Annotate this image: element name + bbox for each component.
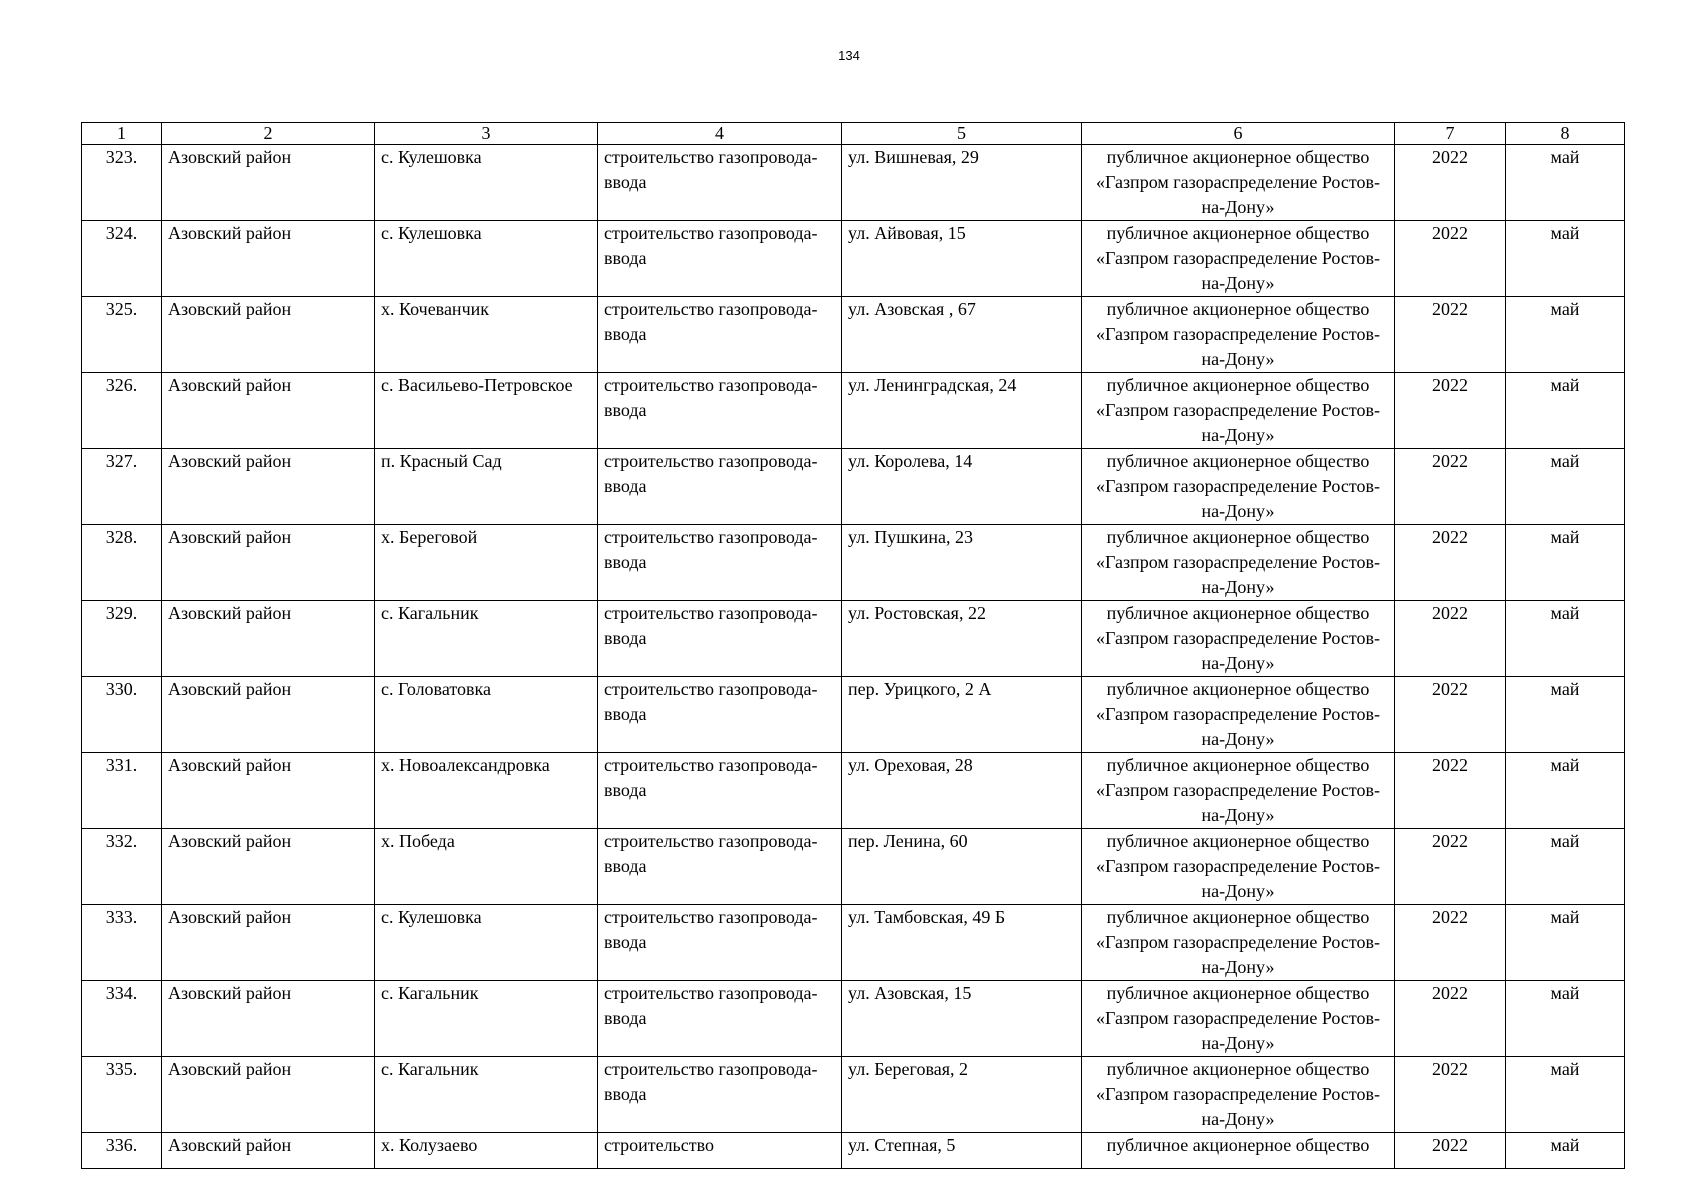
address-cell: ул. Ленинградская, 24	[842, 373, 1082, 449]
district-cell: Азовский район	[162, 221, 375, 297]
locality-cell: х. Береговой	[375, 525, 598, 601]
work-type-cell: строительство газопровода-ввода	[598, 601, 842, 677]
district-cell: Азовский район	[162, 981, 375, 1057]
row-number-cell: 323.	[82, 145, 162, 221]
year-cell: 2022	[1395, 1057, 1506, 1133]
month-cell: май	[1506, 373, 1625, 449]
year-cell: 2022	[1395, 525, 1506, 601]
district-cell: Азовский район	[162, 601, 375, 677]
work-type-cell: строительство газопровода-ввода	[598, 373, 842, 449]
header-cell: 5	[842, 123, 1082, 145]
organization-cell: публичное акционерное общество «Газпром газораспределение Ростов-на-Дону»	[1082, 829, 1395, 905]
table-row	[82, 601, 1625, 677]
district-cell: Азовский район	[162, 297, 375, 373]
header-cell: 7	[1395, 123, 1506, 145]
address-cell: ул. Пушкина, 23	[842, 525, 1082, 601]
month-cell: май	[1506, 753, 1625, 829]
organization-cell: публичное акционерное общество	[1082, 1133, 1395, 1169]
work-type-cell: строительство газопровода-ввода	[598, 221, 842, 297]
year-cell: 2022	[1395, 145, 1506, 221]
month-cell: май	[1506, 677, 1625, 753]
table-row	[82, 373, 1625, 449]
district-cell: Азовский район	[162, 1133, 375, 1169]
district-cell: Азовский район	[162, 449, 375, 525]
district-cell: Азовский район	[162, 905, 375, 981]
table-row	[82, 829, 1625, 905]
district-cell: Азовский район	[162, 1057, 375, 1133]
month-cell: май	[1506, 525, 1625, 601]
work-type-cell: строительство газопровода-ввода	[598, 449, 842, 525]
locality-cell: х. Победа	[375, 829, 598, 905]
table-row	[82, 677, 1625, 753]
locality-cell: с. Кагальник	[375, 1057, 598, 1133]
row-number-cell: 327.	[82, 449, 162, 525]
row-number-cell: 330.	[82, 677, 162, 753]
locality-cell: с. Кагальник	[375, 981, 598, 1057]
address-cell: пер. Урицкого, 2 А	[842, 677, 1082, 753]
organization-cell: публичное акционерное общество «Газпром газораспределение Ростов-на-Дону»	[1082, 677, 1395, 753]
work-type-cell: строительство газопровода-ввода	[598, 677, 842, 753]
address-cell: пер. Ленина, 60	[842, 829, 1082, 905]
header-cell: 8	[1506, 123, 1625, 145]
address-cell: ул. Айвовая, 15	[842, 221, 1082, 297]
row-number-cell: 332.	[82, 829, 162, 905]
district-cell: Азовский район	[162, 677, 375, 753]
year-cell: 2022	[1395, 297, 1506, 373]
address-cell: ул. Ореховая, 28	[842, 753, 1082, 829]
work-type-cell: строительство газопровода-ввода	[598, 1057, 842, 1133]
organization-cell: публичное акционерное общество «Газпром газораспределение Ростов-на-Дону»	[1082, 601, 1395, 677]
row-number-cell: 331.	[82, 753, 162, 829]
row-number-cell: 336.	[82, 1133, 162, 1169]
year-cell: 2022	[1395, 373, 1506, 449]
header-cell: 4	[598, 123, 842, 145]
locality-cell: с. Кулешовка	[375, 905, 598, 981]
header-cell: 2	[162, 123, 375, 145]
year-cell: 2022	[1395, 449, 1506, 525]
table-row	[82, 753, 1625, 829]
work-type-cell: строительство газопровода-ввода	[598, 905, 842, 981]
address-cell: ул. Ростовская, 22	[842, 601, 1082, 677]
data-table	[81, 122, 1625, 1169]
district-cell: Азовский район	[162, 373, 375, 449]
table-row	[82, 1057, 1625, 1133]
address-cell: ул. Азовская , 67	[842, 297, 1082, 373]
table-row	[82, 905, 1625, 981]
month-cell: май	[1506, 905, 1625, 981]
header-cell: 1	[82, 123, 162, 145]
month-cell: май	[1506, 297, 1625, 373]
locality-cell: х. Колузаево	[375, 1133, 598, 1169]
month-cell: май	[1506, 1057, 1625, 1133]
month-cell: май	[1506, 145, 1625, 221]
work-type-cell: строительство газопровода-ввода	[598, 297, 842, 373]
month-cell: май	[1506, 221, 1625, 297]
district-cell: Азовский район	[162, 525, 375, 601]
month-cell: май	[1506, 829, 1625, 905]
address-cell: ул. Тамбовская, 49 Б	[842, 905, 1082, 981]
organization-cell: публичное акционерное общество «Газпром газораспределение Ростов-на-Дону»	[1082, 297, 1395, 373]
month-cell: май	[1506, 1133, 1625, 1169]
table-row	[82, 145, 1625, 221]
year-cell: 2022	[1395, 829, 1506, 905]
district-cell: Азовский район	[162, 829, 375, 905]
address-cell: ул. Степная, 5	[842, 1133, 1082, 1169]
header-cell: 6	[1082, 123, 1395, 145]
header-cell: 3	[375, 123, 598, 145]
table-row	[82, 981, 1625, 1057]
locality-cell: с. Васильево-Петровское	[375, 373, 598, 449]
organization-cell: публичное акционерное общество «Газпром газораспределение Ростов-на-Дону»	[1082, 145, 1395, 221]
locality-cell: с. Кулешовка	[375, 221, 598, 297]
table-row	[82, 221, 1625, 297]
locality-cell: с. Головатовка	[375, 677, 598, 753]
year-cell: 2022	[1395, 1133, 1506, 1169]
address-cell: ул. Королева, 14	[842, 449, 1082, 525]
organization-cell: публичное акционерное общество «Газпром газораспределение Ростов-на-Дону»	[1082, 221, 1395, 297]
work-type-cell: строительство газопровода-ввода	[598, 145, 842, 221]
year-cell: 2022	[1395, 981, 1506, 1057]
locality-cell: х. Новоалександровка	[375, 753, 598, 829]
table-row	[82, 297, 1625, 373]
district-cell: Азовский район	[162, 145, 375, 221]
row-number-cell: 335.	[82, 1057, 162, 1133]
district-cell: Азовский район	[162, 753, 375, 829]
table-row	[82, 525, 1625, 601]
year-cell: 2022	[1395, 905, 1506, 981]
locality-cell: х. Кочеванчик	[375, 297, 598, 373]
work-type-cell: строительство газопровода-ввода	[598, 525, 842, 601]
row-number-cell: 325.	[82, 297, 162, 373]
locality-cell: п. Красный Сад	[375, 449, 598, 525]
organization-cell: публичное акционерное общество «Газпром газораспределение Ростов-на-Дону»	[1082, 525, 1395, 601]
row-number-cell: 333.	[82, 905, 162, 981]
organization-cell: публичное акционерное общество «Газпром газораспределение Ростов-на-Дону»	[1082, 905, 1395, 981]
row-number-cell: 324.	[82, 221, 162, 297]
work-type-cell: строительство газопровода-ввода	[598, 981, 842, 1057]
address-cell: ул. Азовская, 15	[842, 981, 1082, 1057]
month-cell: май	[1506, 449, 1625, 525]
year-cell: 2022	[1395, 601, 1506, 677]
month-cell: май	[1506, 981, 1625, 1057]
locality-cell: с. Кагальник	[375, 601, 598, 677]
year-cell: 2022	[1395, 753, 1506, 829]
organization-cell: публичное акционерное общество «Газпром газораспределение Ростов-на-Дону»	[1082, 1057, 1395, 1133]
page-number: 134	[838, 48, 860, 63]
organization-cell: публичное акционерное общество «Газпром газораспределение Ростов-на-Дону»	[1082, 753, 1395, 829]
row-number-cell: 334.	[82, 981, 162, 1057]
year-cell: 2022	[1395, 677, 1506, 753]
row-number-cell: 326.	[82, 373, 162, 449]
organization-cell: публичное акционерное общество «Газпром газораспределение Ростов-на-Дону»	[1082, 449, 1395, 525]
locality-cell: с. Кулешовка	[375, 145, 598, 221]
row-number-cell: 329.	[82, 601, 162, 677]
organization-cell: публичное акционерное общество «Газпром газораспределение Ростов-на-Дону»	[1082, 981, 1395, 1057]
organization-cell: публичное акционерное общество «Газпром газораспределение Ростов-на-Дону»	[1082, 373, 1395, 449]
month-cell: май	[1506, 601, 1625, 677]
row-number-cell: 328.	[82, 525, 162, 601]
work-type-cell: строительство газопровода-ввода	[598, 829, 842, 905]
address-cell: ул. Вишневая, 29	[842, 145, 1082, 221]
address-cell: ул. Береговая, 2	[842, 1057, 1082, 1133]
header-row	[82, 123, 1625, 145]
year-cell: 2022	[1395, 221, 1506, 297]
work-type-cell: строительство	[598, 1133, 842, 1169]
table-row	[82, 449, 1625, 525]
work-type-cell: строительство газопровода-ввода	[598, 753, 842, 829]
table-row	[82, 1133, 1625, 1169]
